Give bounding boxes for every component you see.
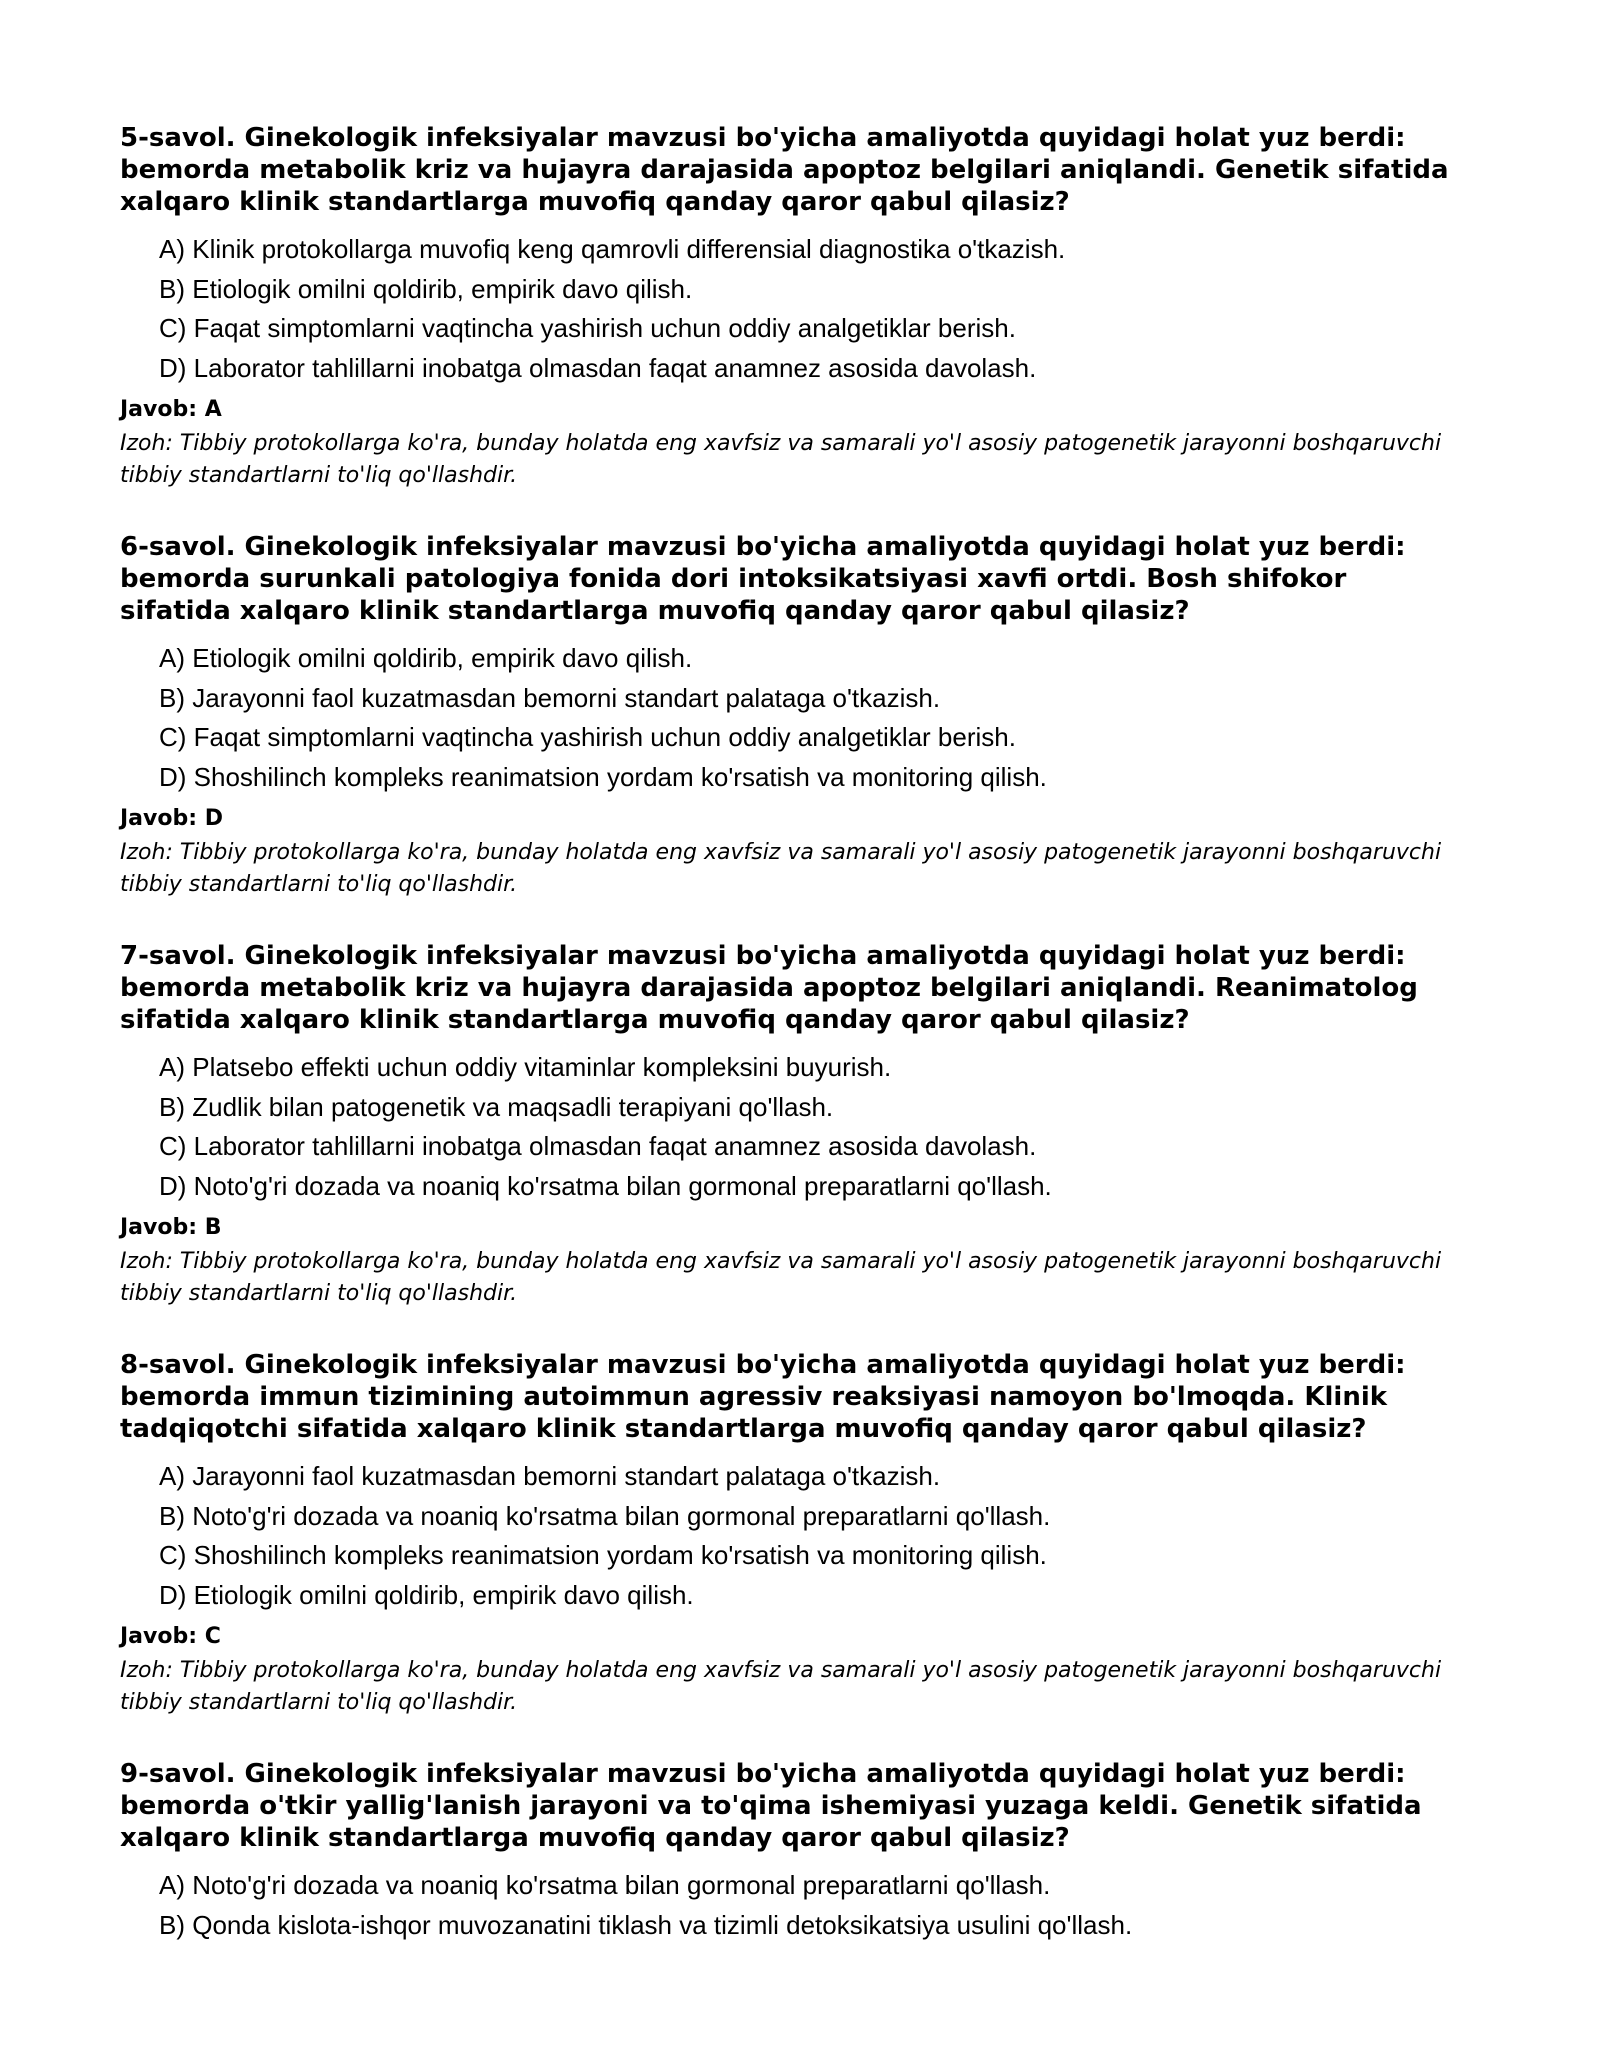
question-title: 9-savol. Ginekologik infeksiyalar mavzusi bo'yicha amaliyotda quyidagi holat yuz berdi: bemorda o'tkir yallig'lanish jarayoni va to'qima ishemiyasi yuzaga keldi. Genetik sifatida xalqaro klinik standartlarga muvofiq qanday qaror qabul qilasiz?: [120, 1759, 1422, 1853]
option-d: D) Laborator tahlillarni inobatga olmasdan faqat anamnez asosida davolash.: [159, 352, 1037, 383]
question-9: [120, 1758, 1460, 1945]
option-list: [120, 1866, 1460, 1945]
question-5: [120, 122, 1460, 492]
option-a: A) Noto'g'ri dozada va noaniq ko'rsatma bilan gormonal preparatlarni qo'llash.: [159, 1870, 1051, 1900]
question-7: [120, 940, 1460, 1310]
option-list: [120, 230, 1460, 388]
explanation-note: Izoh: Tibbiy protokollarga ko'ra, bunday holatda eng xavfsiz va samarali yo'l asosiy patogenetik jarayonni boshqaruvchi tibbiy standartlarni to'liq qo'llashdir.: [120, 431, 1442, 488]
question-title: 6-savol. Ginekologik infeksiyalar mavzusi bo'yicha amaliyotda quyidagi holat yuz berdi: bemorda surunkali patologiya fonida dori intoksikatsiyasi xavfi ortdi. Bosh shifokor sifatida xalqaro klinik standartlarga muvofiq qanday qaror qabul qilasiz?: [120, 532, 1406, 626]
question-title: 7-savol. Ginekologik infeksiyalar mavzusi bo'yicha amaliyotda quyidagi holat yuz berdi: bemorda metabolik kriz va hujayra darajasida apoptoz belgilari aniqlandi. Reanimatolog sifatida xalqaro klinik standartlarga muvofiq qanday qaror qabul qilasiz?: [120, 941, 1418, 1035]
answer-label: Javob: B: [120, 1215, 222, 1240]
question-title: 5-savol. Ginekologik infeksiyalar mavzusi bo'yicha amaliyotda quyidagi holat yuz berdi: bemorda metabolik kriz va hujayra darajasida apoptoz belgilari aniqlandi. Genetik sifatida xalqaro klinik standartlarga muvofiq qanday qaror qabul qilasiz?: [120, 123, 1449, 217]
question-title: 8-savol. Ginekologik infeksiyalar mavzusi bo'yicha amaliyotda quyidagi holat yuz berdi: bemorda immun tizimining autoimmun agressiv reaksiyasi namoyon bo'lmoqda. Klinik tadqiqotchi sifatida xalqaro klinik standartlarga muvofiq qanday qaror qabul qilasiz?: [120, 1350, 1406, 1444]
option-b: B) Zudlik bilan patogenetik va maqsadli terapiyani qo'llash.: [159, 1091, 834, 1122]
option-list: [120, 1048, 1460, 1206]
explanation-note: Izoh: Tibbiy protokollarga ko'ra, bunday holatda eng xavfsiz va samarali yo'l asosiy patogenetik jarayonni boshqaruvchi tibbiy standartlarni to'liq qo'llashdir.: [120, 1249, 1442, 1306]
option-b: B) Noto'g'ri dozada va noaniq ko'rsatma bilan gormonal preparatlarni qo'llash.: [159, 1500, 1051, 1531]
option-b: B) Etiologik omilni qoldirib, empirik davo qilish.: [159, 273, 693, 304]
explanation-note: Izoh: Tibbiy protokollarga ko'ra, bunday holatda eng xavfsiz va samarali yo'l asosiy patogenetik jarayonni boshqaruvchi tibbiy standartlarni to'liq qo'llashdir.: [120, 840, 1442, 897]
option-b: B) Qonda kislota-ishqor muvozanatini tiklash va tizimli detoksikatsiya usulini qo'llash.: [159, 1909, 1133, 1940]
option-b: B) Jarayonni faol kuzatmasdan bemorni standart palataga o'tkazish.: [159, 682, 941, 713]
option-a: A) Etiologik omilni qoldirib, empirik davo qilish.: [159, 643, 693, 673]
option-d: D) Shoshilinch kompleks reanimatsion yordam ko'rsatish va monitoring qilish.: [159, 761, 1047, 792]
question-6: [120, 531, 1460, 901]
option-a: A) Platsebo effekti uchun oddiy vitaminlar kompleksini buyurish.: [159, 1052, 892, 1082]
document-page: [120, 122, 1460, 1984]
option-a: A) Jarayonni faol kuzatmasdan bemorni standart palataga o'tkazish.: [159, 1461, 941, 1491]
option-a: A) Klinik protokollarga muvofiq keng qamrovli differensial diagnostika o'tkazish.: [159, 234, 1066, 264]
option-c: C) Laborator tahlillarni inobatga olmasdan faqat anamnez asosida davolash.: [159, 1131, 1037, 1161]
answer-label: Javob: D: [120, 806, 223, 831]
option-c: C) Shoshilinch kompleks reanimatsion yordam ko'rsatish va monitoring qilish.: [159, 1540, 1047, 1570]
explanation-note: Izoh: Tibbiy protokollarga ko'ra, bunday holatda eng xavfsiz va samarali yo'l asosiy patogenetik jarayonni boshqaruvchi tibbiy standartlarni to'liq qo'llashdir.: [120, 1658, 1442, 1715]
option-d: D) Noto'g'ri dozada va noaniq ko'rsatma bilan gormonal preparatlarni qo'llash.: [159, 1170, 1052, 1201]
option-c: C) Faqat simptomlarni vaqtincha yashirish uchun oddiy analgetiklar berish.: [159, 313, 1016, 343]
answer-label: Javob: A: [120, 397, 222, 422]
option-list: [120, 639, 1460, 797]
question-8: [120, 1349, 1460, 1719]
option-d: D) Etiologik omilni qoldirib, empirik davo qilish.: [159, 1579, 694, 1610]
answer-label: Javob: C: [120, 1624, 221, 1649]
option-c: C) Faqat simptomlarni vaqtincha yashirish uchun oddiy analgetiklar berish.: [159, 722, 1016, 752]
option-list: [120, 1457, 1460, 1615]
